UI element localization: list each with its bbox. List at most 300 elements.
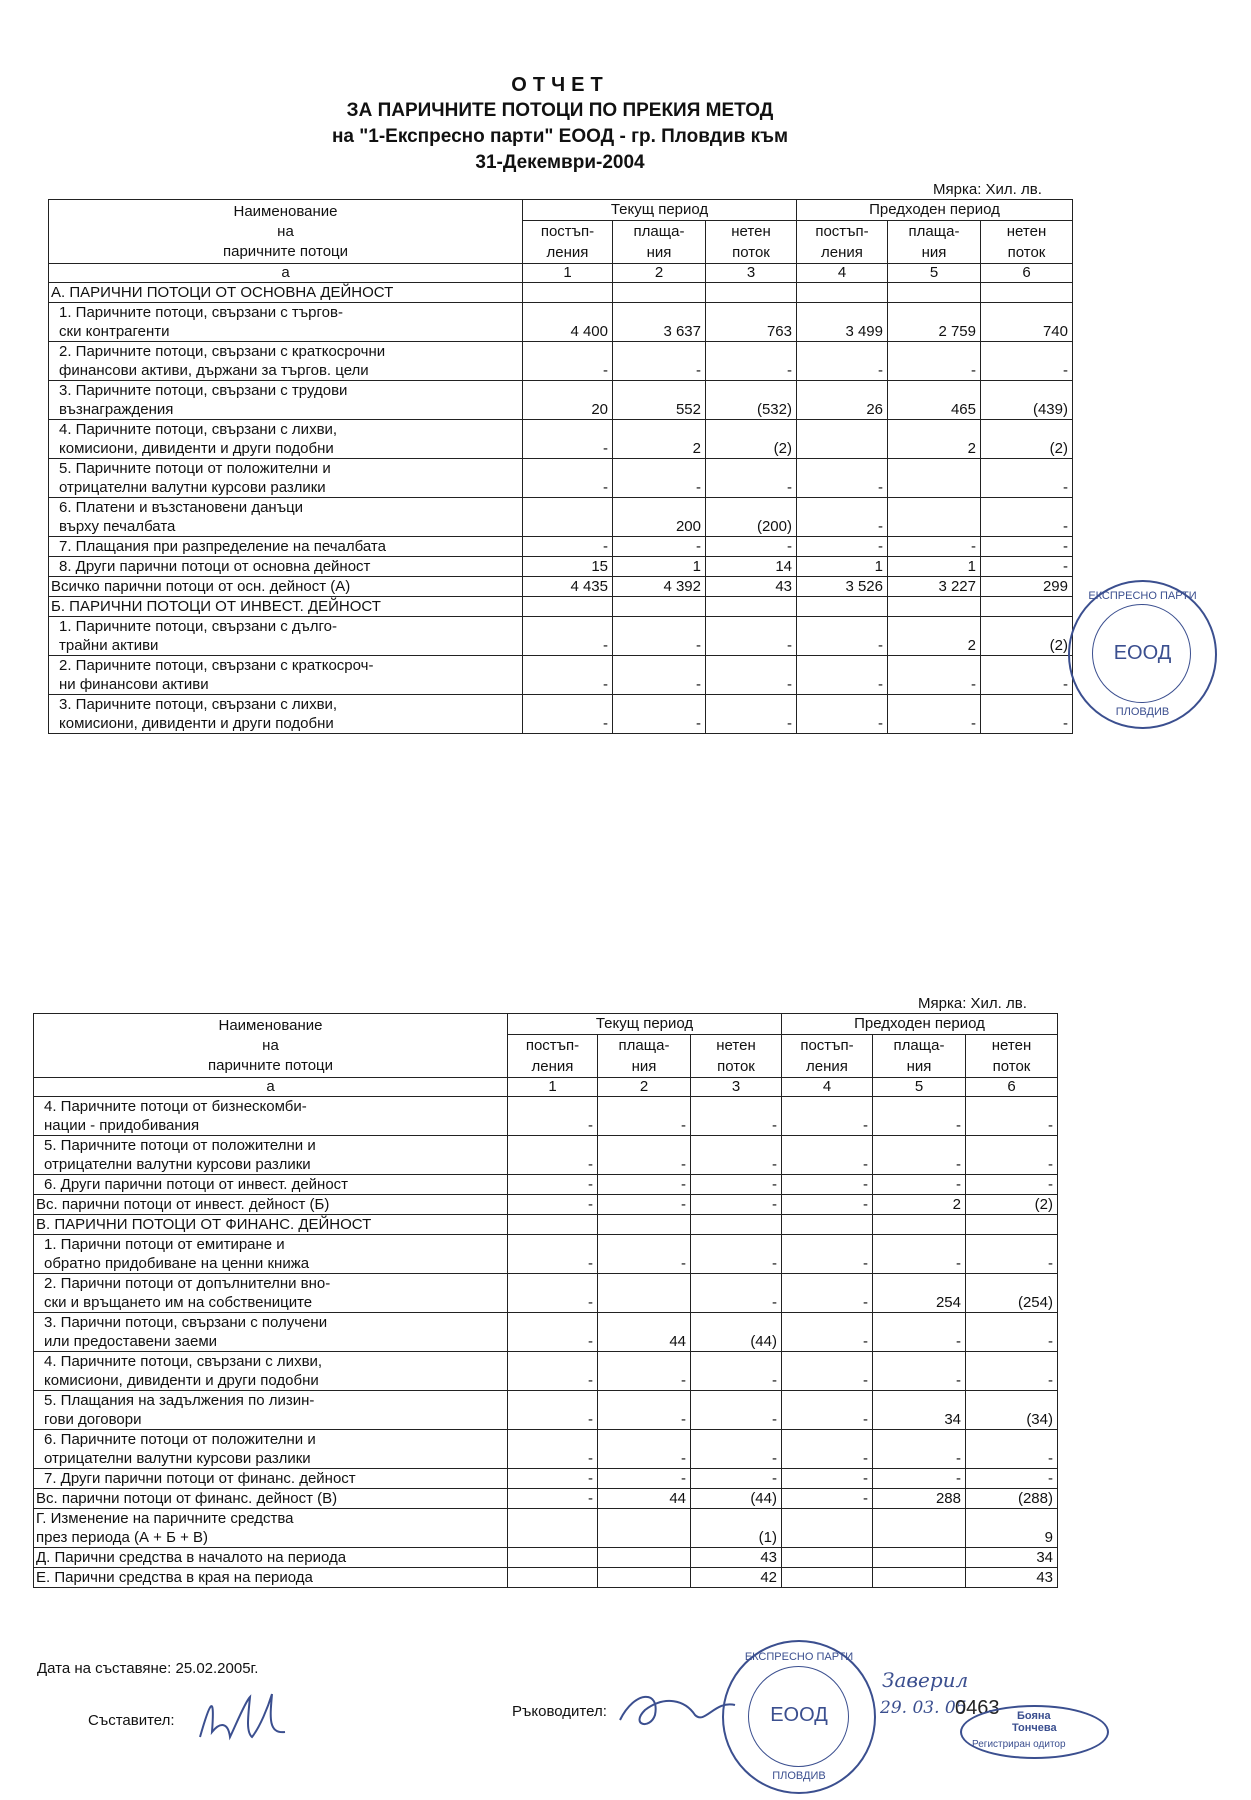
table-row <box>49 459 1073 498</box>
value-cell: - <box>706 656 797 695</box>
value-cell: - <box>981 537 1073 557</box>
company-line: на "1-Експресно парти" ЕООД - гр. Пловдив към <box>331 126 789 147</box>
value-cell: - <box>691 1136 782 1175</box>
value-cell: - <box>981 695 1073 734</box>
row-label <box>34 1235 508 1274</box>
company-stamp-2 <box>722 1640 876 1794</box>
value-cell: - <box>782 1391 873 1430</box>
value-cell: - <box>613 617 706 656</box>
value-cell: - <box>981 498 1073 537</box>
value-cell: - <box>797 537 888 557</box>
column-index-row <box>34 1078 1058 1097</box>
value-cell: - <box>782 1352 873 1391</box>
empty-cell <box>598 1215 691 1235</box>
header-payments <box>888 221 981 264</box>
value-cell: - <box>598 1235 691 1274</box>
value-cell: - <box>966 1469 1058 1489</box>
value-cell: - <box>508 1235 598 1274</box>
table-row <box>49 381 1073 420</box>
row-label <box>49 498 523 537</box>
empty-cell <box>706 283 797 303</box>
column-index: 2 <box>598 1078 691 1097</box>
row-label <box>34 1313 508 1352</box>
value-cell: 1 <box>613 557 706 577</box>
value-cell: - <box>797 342 888 381</box>
row-label-line-1: 2. Паричните потоци, свързани с краткосроч- <box>59 657 374 674</box>
header-net-flow <box>966 1035 1058 1078</box>
header-inflows-line-2: ления <box>806 1058 848 1075</box>
row-label-line-1: 2. Паричните потоци, свързани с краткосрочни <box>59 343 386 360</box>
column-index: 1 <box>508 1078 598 1097</box>
row-label-line-1: Г. Изменение на паричните средства <box>36 1510 294 1527</box>
value-cell: - <box>691 1469 782 1489</box>
value-cell: (2) <box>981 420 1073 459</box>
value-cell: 4 400 <box>523 303 613 342</box>
value-cell: (254) <box>966 1274 1058 1313</box>
stamp-center-text: ЕООД <box>1113 642 1172 664</box>
value-cell <box>888 498 981 537</box>
table-row <box>34 1469 1058 1489</box>
value-cell: - <box>888 342 981 381</box>
value-cell: 552 <box>613 381 706 420</box>
row-label-line-2: гови договори <box>44 1411 142 1428</box>
row-label-line-2: ски контрагенти <box>59 323 170 340</box>
header-net-flow-line-1: нетен <box>731 223 771 240</box>
cashflow-table-2 <box>33 1013 1058 1588</box>
empty-cell <box>523 597 613 617</box>
value-cell: 34 <box>873 1391 966 1430</box>
table-row <box>34 1548 1058 1568</box>
value-cell: (44) <box>691 1489 782 1509</box>
value-cell: (44) <box>691 1313 782 1352</box>
section-row <box>49 597 1073 617</box>
row-label <box>34 1352 508 1391</box>
value-cell: (2) <box>981 617 1073 656</box>
value-cell <box>782 1548 873 1568</box>
value-cell: - <box>598 1352 691 1391</box>
table-row <box>49 420 1073 459</box>
header-payments-line-2: ния <box>921 244 947 261</box>
value-cell: 9 <box>966 1509 1058 1548</box>
empty-cell <box>888 597 981 617</box>
value-cell: 2 759 <box>888 303 981 342</box>
header-inflows-line-2: ления <box>546 244 589 261</box>
value-cell: - <box>966 1430 1058 1469</box>
row-label <box>34 1509 508 1548</box>
value-cell: - <box>782 1489 873 1509</box>
row-label-line-1: 5. Паричните потоци от положителни и <box>44 1137 316 1154</box>
row-label-line-2: трайни активи <box>59 637 159 654</box>
value-cell: - <box>598 1175 691 1195</box>
header-row-1 <box>49 200 1073 221</box>
value-cell: - <box>873 1235 966 1274</box>
value-cell: - <box>523 342 613 381</box>
table-row <box>49 537 1073 557</box>
value-cell: - <box>981 656 1073 695</box>
value-cell: - <box>966 1097 1058 1136</box>
value-cell: - <box>523 420 613 459</box>
value-cell <box>888 459 981 498</box>
empty-cell <box>613 283 706 303</box>
column-index: 2 <box>613 264 706 283</box>
row-label <box>34 1097 508 1136</box>
header-name-line: на <box>277 222 294 240</box>
value-cell: 4 435 <box>523 577 613 597</box>
row-label <box>49 381 523 420</box>
value-cell: - <box>966 1352 1058 1391</box>
table-row <box>49 577 1073 597</box>
auditor-stamp <box>960 1705 1109 1759</box>
value-cell: - <box>706 537 797 557</box>
value-cell: 254 <box>873 1274 966 1313</box>
row-label <box>49 420 523 459</box>
value-cell: - <box>508 1313 598 1352</box>
header-current-period: Текущ период <box>508 1014 782 1035</box>
row-label-line-1: 3. Паричните потоци, свързани с лихви, <box>59 696 338 713</box>
stamp-bottom-text: ПЛОВДИВ <box>1115 706 1170 718</box>
value-cell: - <box>981 342 1073 381</box>
stamp2-bottom-text: ПЛОВДИВ <box>772 1770 826 1782</box>
value-cell <box>782 1509 873 1548</box>
value-cell: - <box>523 459 613 498</box>
row-label <box>49 342 523 381</box>
value-cell: (200) <box>706 498 797 537</box>
value-cell: - <box>691 1391 782 1430</box>
row-label: 8. Други парични потоци от основна дейност <box>49 557 523 577</box>
value-cell <box>873 1568 966 1588</box>
column-index: а <box>34 1078 508 1097</box>
header-net-flow <box>706 221 797 264</box>
empty-cell <box>888 283 981 303</box>
value-cell: - <box>782 1430 873 1469</box>
row-label-line-2: ски и връщането им на собствениците <box>44 1294 313 1311</box>
header-name-cell <box>49 200 523 264</box>
value-cell: - <box>873 1352 966 1391</box>
table-row <box>34 1235 1058 1274</box>
value-cell: - <box>691 1097 782 1136</box>
table-row <box>49 303 1073 342</box>
value-cell: - <box>706 342 797 381</box>
column-index: 6 <box>966 1078 1058 1097</box>
auditor-role: Регистриран одитор <box>972 1739 1066 1750</box>
value-cell: - <box>966 1136 1058 1175</box>
row-label-line-2: обратно придобиване на ценни книжа <box>44 1255 310 1272</box>
row-label: Д. Парични средства в началото на периода <box>34 1548 508 1568</box>
auditor-number: 0463 <box>955 1697 1000 1719</box>
row-label <box>34 1274 508 1313</box>
table-row <box>49 617 1073 656</box>
value-cell: 44 <box>598 1489 691 1509</box>
header-previous-period: Предходен период <box>797 200 1073 221</box>
value-cell: - <box>523 537 613 557</box>
value-cell <box>782 1568 873 1588</box>
value-cell: - <box>598 1097 691 1136</box>
row-label: 7. Плащания при разпределение на печалбата <box>49 537 523 557</box>
value-cell: - <box>888 695 981 734</box>
empty-cell <box>797 283 888 303</box>
value-cell: - <box>782 1313 873 1352</box>
header-net-flow-line-2: поток <box>992 1058 1031 1075</box>
row-label-line-1: 5. Плащания на задължения по лизин- <box>44 1392 315 1409</box>
table-row <box>49 498 1073 537</box>
value-cell: 34 <box>966 1548 1058 1568</box>
unit-label: Мярка: Хил. лв. <box>933 181 1042 198</box>
value-cell: - <box>598 1136 691 1175</box>
row-label: 6. Други парични потоци от инвест. дейност <box>34 1175 508 1195</box>
value-cell: - <box>888 656 981 695</box>
section-title: А. ПАРИЧНИ ПОТОЦИ ОТ ОСНОВНА ДЕЙНОСТ <box>49 283 523 303</box>
value-cell: - <box>613 342 706 381</box>
table-row <box>34 1097 1058 1136</box>
value-cell: 15 <box>523 557 613 577</box>
value-cell: - <box>508 1489 598 1509</box>
value-cell: 3 227 <box>888 577 981 597</box>
table-row <box>34 1136 1058 1175</box>
header-net-flow-line-2: поток <box>717 1058 755 1075</box>
header-net-flow-line-2: поток <box>1007 244 1046 261</box>
stamp-top-text: ЕКСПРЕСНО ПАРТИ <box>1088 590 1197 602</box>
empty-cell <box>706 597 797 617</box>
value-cell: - <box>613 656 706 695</box>
value-cell: - <box>508 1430 598 1469</box>
table-row <box>34 1568 1058 1588</box>
empty-cell <box>782 1215 873 1235</box>
row-label-line-2: върху печалбата <box>59 518 176 535</box>
value-cell: 43 <box>691 1548 782 1568</box>
value-cell: - <box>873 1430 966 1469</box>
column-index-row <box>49 264 1073 283</box>
value-cell: - <box>598 1430 691 1469</box>
value-cell: 1 <box>797 557 888 577</box>
row-label: Вс. парични потоци от финанс. дейност (В) <box>34 1489 508 1509</box>
certified-note: Заверил <box>882 1668 969 1692</box>
header-net-flow-line-2: поток <box>732 244 770 261</box>
value-cell <box>508 1548 598 1568</box>
value-cell: (2) <box>706 420 797 459</box>
value-cell: - <box>782 1175 873 1195</box>
report-date: 31-Декември-2004 <box>475 152 645 173</box>
value-cell <box>873 1509 966 1548</box>
report-header <box>0 72 1120 176</box>
value-cell: - <box>873 1175 966 1195</box>
header-payments-line-2: ния <box>631 1058 657 1075</box>
row-label-line-2: отрицателни валутни курсови разлики <box>59 479 326 496</box>
table-row <box>49 656 1073 695</box>
auditor-name-1: Бояна <box>1017 1710 1051 1722</box>
empty-cell <box>797 597 888 617</box>
row-label <box>49 617 523 656</box>
header-payments-line-1: плаща- <box>633 223 685 240</box>
report-subtitle: ЗА ПАРИЧНИТЕ ПОТОЦИ ПО ПРЕКИЯ МЕТОД <box>346 100 774 121</box>
table-row <box>34 1313 1058 1352</box>
empty-cell <box>613 597 706 617</box>
cashflow-table-1 <box>48 199 1073 734</box>
value-cell: - <box>691 1195 782 1215</box>
value-cell: 1 <box>888 557 981 577</box>
column-index: 4 <box>782 1078 873 1097</box>
table-row <box>34 1391 1058 1430</box>
header-previous-period: Предходен период <box>782 1014 1058 1035</box>
value-cell: (1) <box>691 1509 782 1548</box>
table-row <box>49 342 1073 381</box>
value-cell: 43 <box>706 577 797 597</box>
header-payments-line-1: плаща- <box>618 1037 670 1054</box>
row-label: Всичко парични потоци от осн. дейност (А) <box>49 577 523 597</box>
table-row <box>34 1509 1058 1548</box>
value-cell: - <box>691 1274 782 1313</box>
header-net-flow-line-1: нетен <box>991 1037 1032 1054</box>
value-cell: (34) <box>966 1391 1058 1430</box>
empty-cell <box>966 1215 1058 1235</box>
header-inflows <box>508 1035 598 1078</box>
row-label-line-1: 3. Паричните потоци, свързани с трудови <box>59 382 348 399</box>
row-label <box>49 695 523 734</box>
row-label <box>34 1430 508 1469</box>
value-cell: - <box>797 695 888 734</box>
header-net-flow <box>691 1035 782 1078</box>
column-index: 4 <box>797 264 888 283</box>
header-inflows <box>782 1035 873 1078</box>
row-label <box>34 1136 508 1175</box>
row-label-line-1: 5. Паричните потоци от положителни и <box>59 460 331 477</box>
value-cell: 44 <box>598 1313 691 1352</box>
value-cell: 2 <box>888 617 981 656</box>
auditor-name-2: Тончева <box>1012 1722 1057 1734</box>
value-cell: - <box>782 1195 873 1215</box>
value-cell: - <box>782 1274 873 1313</box>
empty-cell <box>523 283 613 303</box>
value-cell: (439) <box>981 381 1073 420</box>
compilation-date: Дата на съставяне: 25.02.2005г. <box>37 1660 259 1677</box>
value-cell: - <box>691 1352 782 1391</box>
value-cell <box>523 498 613 537</box>
header-current-period: Текущ период <box>523 200 797 221</box>
value-cell: 2 <box>873 1195 966 1215</box>
header-inflows-line-1: постъп- <box>800 1037 854 1054</box>
header-payments <box>873 1035 966 1078</box>
row-label-line-1: 1. Паричните потоци, свързани с търгов- <box>59 304 343 321</box>
value-cell: - <box>523 656 613 695</box>
compiler-label: Съставител: <box>88 1712 175 1729</box>
row-label-line-1: 1. Парични потоци от емитиране и <box>44 1236 285 1253</box>
value-cell: - <box>706 459 797 498</box>
header-inflows <box>523 221 613 264</box>
value-cell: - <box>598 1469 691 1489</box>
value-cell: 200 <box>613 498 706 537</box>
row-label-line-2: ни финансови активи <box>59 676 209 693</box>
section-title: Б. ПАРИЧНИ ПОТОЦИ ОТ ИНВЕСТ. ДЕЙНОСТ <box>49 597 523 617</box>
row-label-line-1: 4. Паричните потоци от бизнескомби- <box>44 1098 307 1115</box>
value-cell: - <box>613 537 706 557</box>
value-cell: - <box>613 695 706 734</box>
empty-cell <box>981 597 1073 617</box>
header-payments-line-1: плаща- <box>893 1037 945 1054</box>
row-label: Е. Парични средства в края на периода <box>34 1568 508 1588</box>
value-cell: - <box>782 1097 873 1136</box>
empty-cell <box>508 1215 598 1235</box>
value-cell: - <box>873 1469 966 1489</box>
header-name-line: Наименование <box>218 1016 323 1034</box>
column-index: 5 <box>873 1078 966 1097</box>
header-net-flow-line-1: нетен <box>1006 223 1047 240</box>
value-cell <box>873 1548 966 1568</box>
value-cell: - <box>613 459 706 498</box>
value-cell <box>598 1274 691 1313</box>
value-cell: 299 <box>981 577 1073 597</box>
row-label-line-1: 6. Платени и възстановени данъци <box>59 499 304 516</box>
row-label-line-2: или предоставени заеми <box>44 1333 218 1350</box>
header-name-line: паричните потоци <box>207 1056 334 1074</box>
row-label-line-2: през периода (А + Б + В) <box>36 1529 209 1546</box>
value-cell: - <box>966 1313 1058 1352</box>
value-cell: - <box>508 1469 598 1489</box>
value-cell: 740 <box>981 303 1073 342</box>
value-cell: - <box>691 1430 782 1469</box>
value-cell: 465 <box>888 381 981 420</box>
value-cell: 288 <box>873 1489 966 1509</box>
section-row <box>34 1215 1058 1235</box>
value-cell: - <box>598 1195 691 1215</box>
stamp2-top-text: ЕКСПРЕСНО ПАРТИ <box>744 1651 854 1663</box>
value-cell <box>797 420 888 459</box>
value-cell: 2 <box>888 420 981 459</box>
row-label-line-2: финансови активи, държани за търгов. цели <box>59 362 369 379</box>
header-inflows-line-1: постъп- <box>525 1037 580 1054</box>
header-payments-line-2: ния <box>906 1058 932 1075</box>
header-name-line: Наименование <box>233 202 338 220</box>
value-cell: - <box>873 1313 966 1352</box>
table-row <box>34 1352 1058 1391</box>
header-inflows-line-1: постъп- <box>815 223 869 240</box>
column-index: 3 <box>691 1078 782 1097</box>
value-cell: - <box>782 1469 873 1489</box>
company-stamp <box>1068 580 1217 729</box>
row-label-line-1: 1. Паричните потоци, свързани с дълго- <box>59 618 337 635</box>
column-index: а <box>49 264 523 283</box>
value-cell <box>598 1568 691 1588</box>
row-label-line-1: 4. Паричните потоци, свързани с лихви, <box>44 1353 323 1370</box>
row-label-line-2: отрицателни валутни курсови разлики <box>44 1450 311 1467</box>
table-row <box>34 1489 1058 1509</box>
table-row <box>49 557 1073 577</box>
header-payments <box>613 221 706 264</box>
value-cell: (2) <box>966 1195 1058 1215</box>
value-cell: - <box>508 1195 598 1215</box>
value-cell: 763 <box>706 303 797 342</box>
value-cell <box>508 1568 598 1588</box>
value-cell: 43 <box>966 1568 1058 1588</box>
header-name-cell <box>34 1014 508 1078</box>
compiler-signature <box>190 1682 310 1752</box>
value-cell: - <box>508 1391 598 1430</box>
value-cell: (532) <box>706 381 797 420</box>
value-cell: - <box>966 1175 1058 1195</box>
value-cell: - <box>797 498 888 537</box>
value-cell: - <box>782 1235 873 1274</box>
value-cell: - <box>523 617 613 656</box>
row-label <box>49 303 523 342</box>
report-title: ОТЧЕТ <box>511 74 609 96</box>
table-row <box>34 1430 1058 1469</box>
value-cell: 14 <box>706 557 797 577</box>
value-cell: - <box>981 557 1073 577</box>
value-cell: 2 <box>613 420 706 459</box>
row-label <box>49 459 523 498</box>
table-row <box>34 1195 1058 1215</box>
header-payments <box>598 1035 691 1078</box>
value-cell: - <box>797 617 888 656</box>
row-label-line-2: комисиони, дивиденти и други подобни <box>59 440 334 457</box>
